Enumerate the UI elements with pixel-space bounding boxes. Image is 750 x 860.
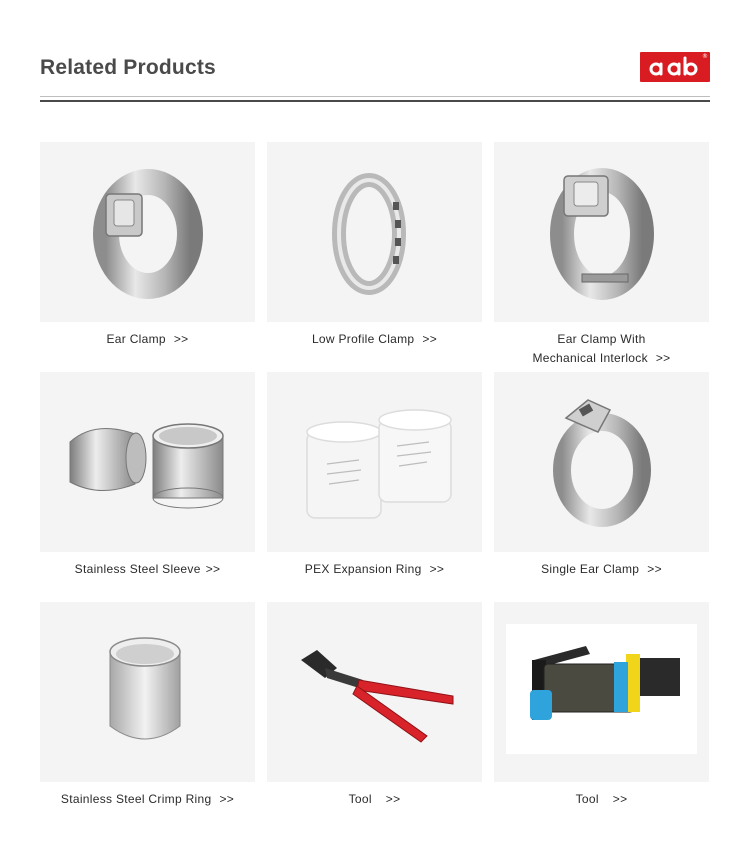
product-link-single-ear-clamp[interactable]: Single Ear Clamp >> xyxy=(541,562,662,576)
crimp-ring-image[interactable] xyxy=(40,602,255,782)
product-card-ear-clamp-interlock[interactable] xyxy=(494,142,709,368)
product-link-tool-plier[interactable]: Tool >> xyxy=(348,792,401,806)
single-ear-clamp-image[interactable] xyxy=(494,372,709,552)
product-link-low-profile-clamp[interactable]: Low Profile Clamp >> xyxy=(311,332,438,346)
product-link-ear-clamp[interactable]: Ear Clamp >> xyxy=(106,332,189,346)
product-link-ear-clamp-interlock[interactable]: Ear Clamp With Mechanical Interlock >> xyxy=(532,332,671,365)
pex-ring-image[interactable] xyxy=(267,372,482,552)
product-link-steel-sleeve[interactable]: Stainless Steel Sleeve >> xyxy=(74,562,221,576)
header-divider-thick xyxy=(40,100,710,102)
product-link-tool-pneumatic[interactable]: Tool >> xyxy=(575,792,628,806)
low-profile-clamp-image[interactable] xyxy=(267,142,482,322)
crimp-plier-image[interactable] xyxy=(267,602,482,782)
product-card-single-ear-clamp[interactable] xyxy=(494,372,709,579)
product-card-tool-plier[interactable] xyxy=(267,602,482,809)
ear-clamp-image[interactable] xyxy=(40,142,255,322)
product-card-pex-ring[interactable] xyxy=(267,372,482,579)
product-link-pex-ring[interactable]: PEX Expansion Ring >> xyxy=(304,562,445,576)
registered-icon: ® xyxy=(702,53,708,60)
product-card-steel-sleeve[interactable] xyxy=(40,372,255,579)
ear-clamp-interlock-image[interactable] xyxy=(494,142,709,322)
section-title: Related Products xyxy=(40,56,216,79)
header-divider-thin xyxy=(40,96,710,97)
product-card-crimp-ring[interactable] xyxy=(40,602,255,809)
product-card-ear-clamp[interactable] xyxy=(40,142,255,349)
section-header xyxy=(40,52,710,102)
product-card-low-profile-clamp[interactable] xyxy=(267,142,482,349)
brand-logo-icon[interactable] xyxy=(640,52,710,82)
product-link-crimp-ring[interactable]: Stainless Steel Crimp Ring >> xyxy=(60,792,235,806)
pneumatic-tool-image[interactable] xyxy=(494,602,709,782)
product-card-tool-pneumatic[interactable] xyxy=(494,602,709,809)
steel-sleeve-image[interactable] xyxy=(40,372,255,552)
